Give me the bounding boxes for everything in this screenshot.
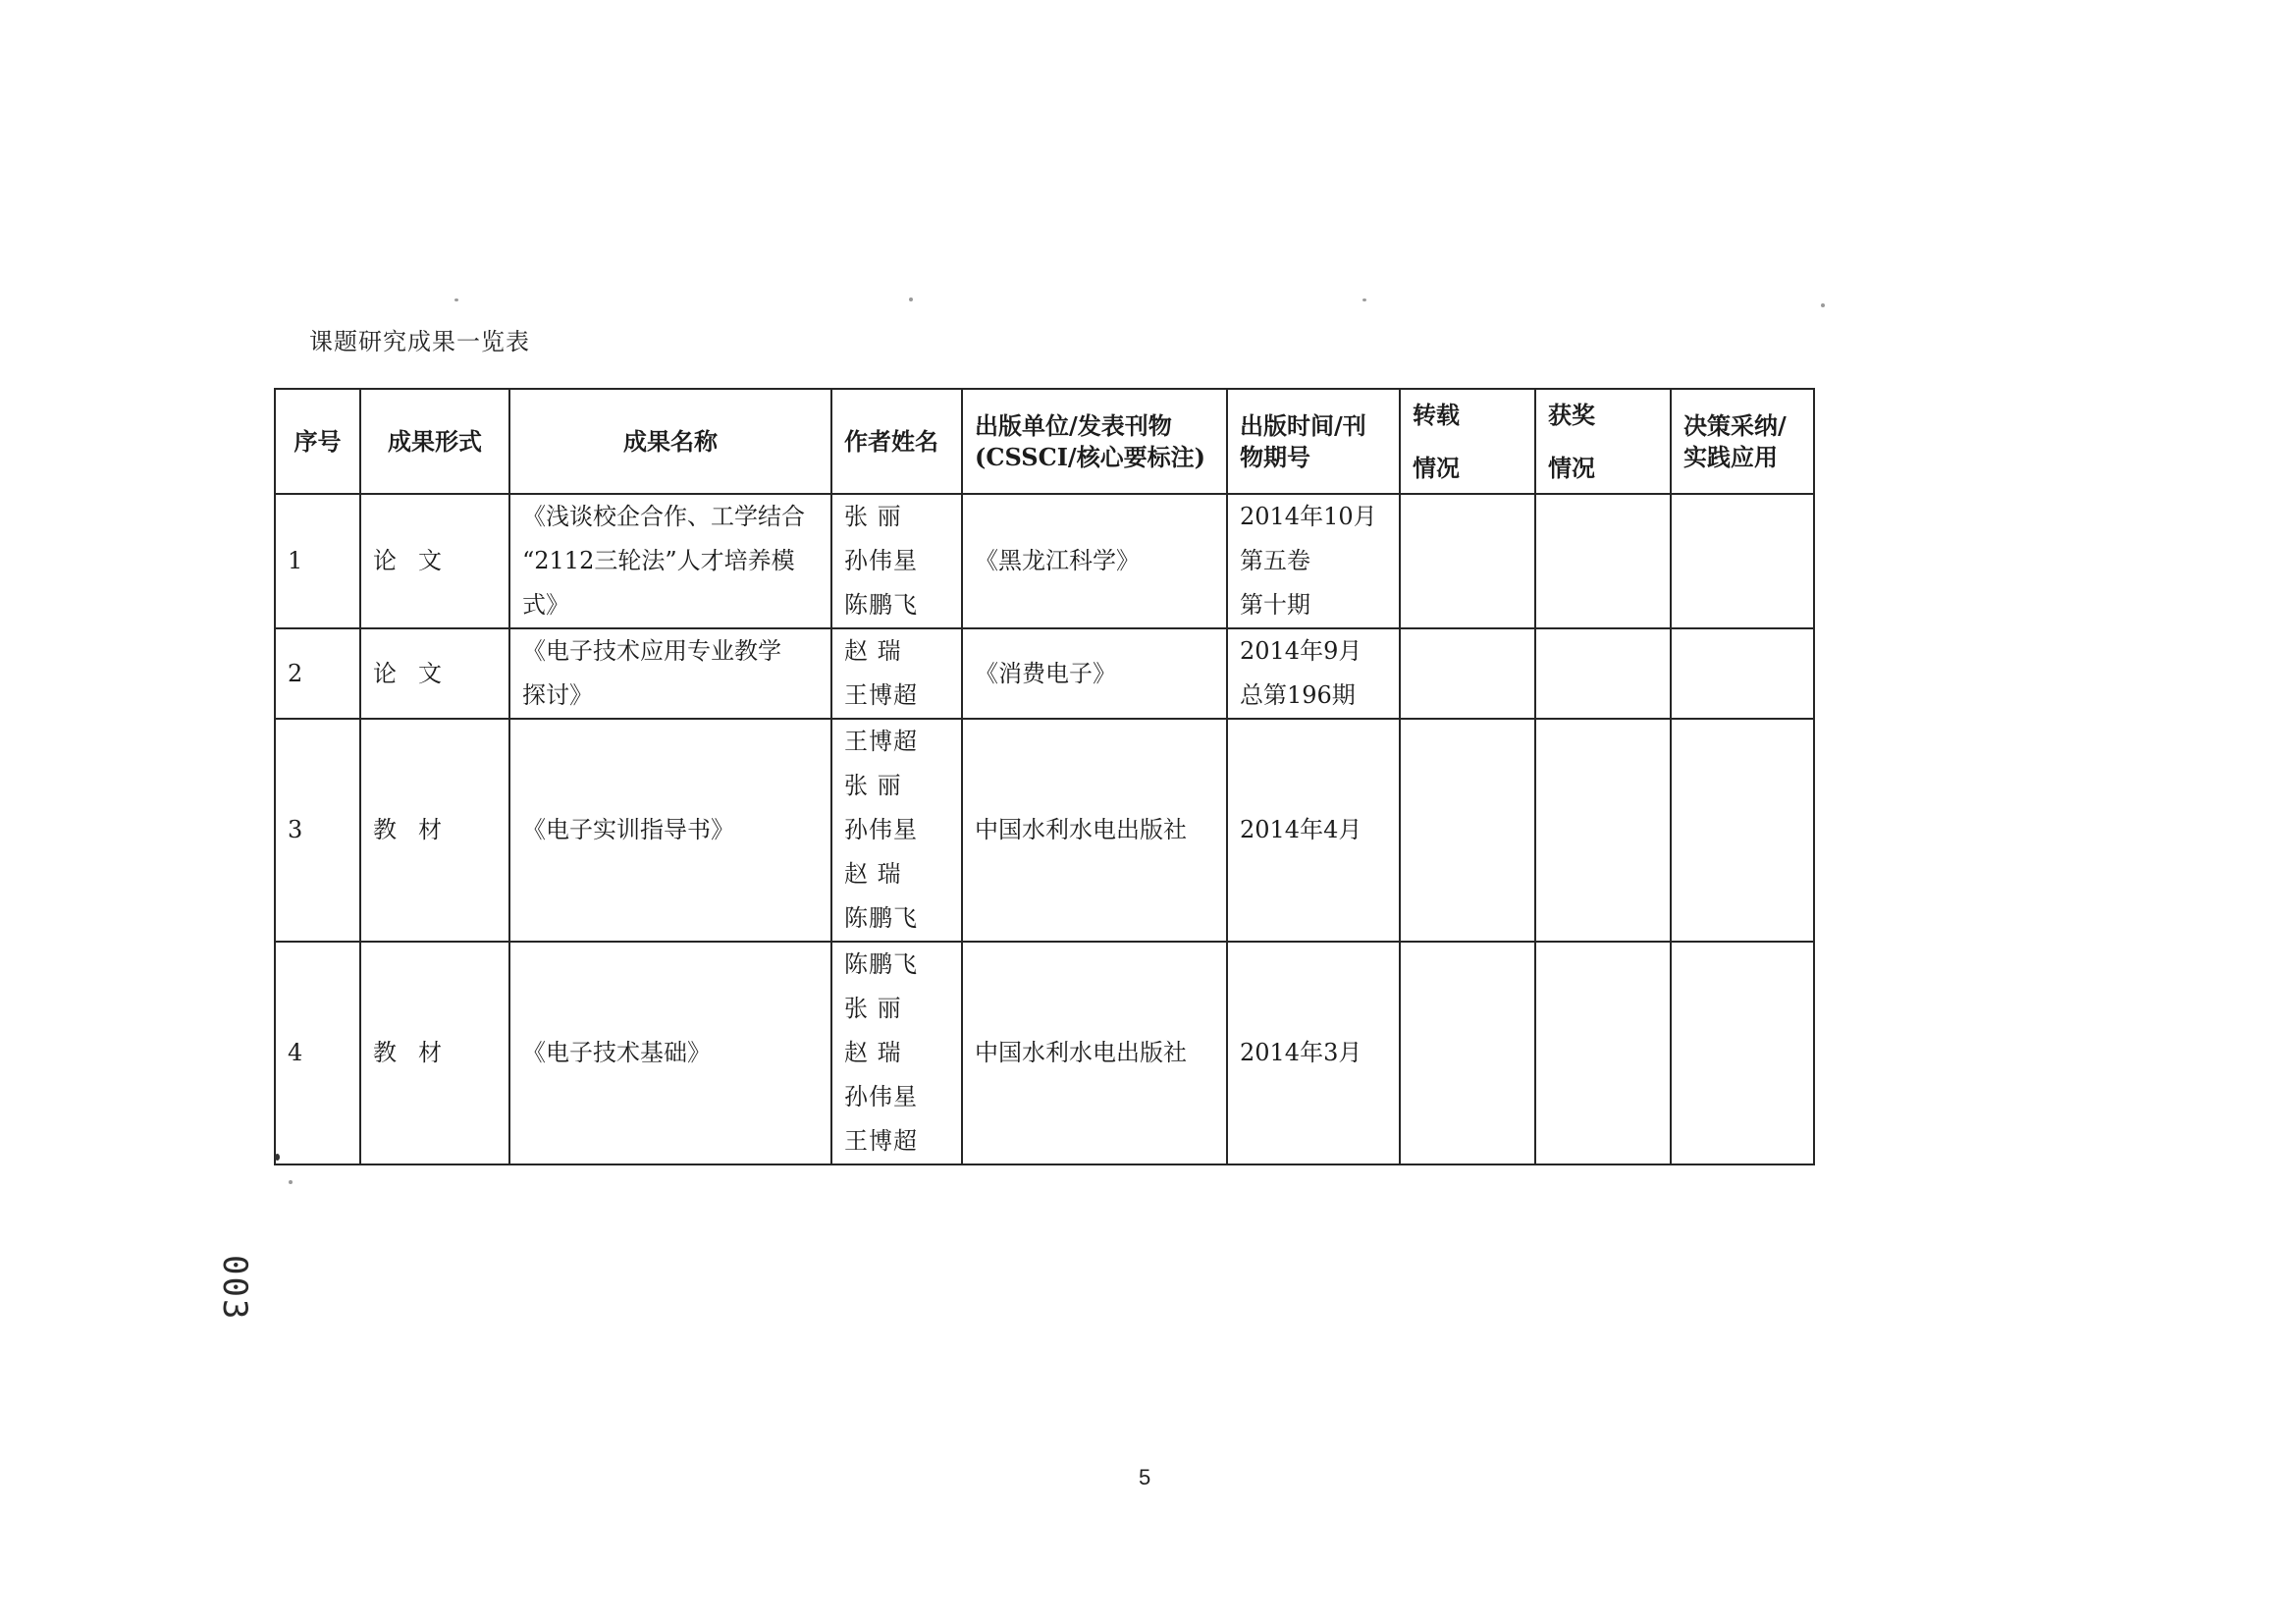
- cell-authors: [831, 494, 962, 628]
- results-table: [274, 388, 1815, 1165]
- cell-form: 论文: [360, 628, 509, 719]
- author-name: 孙伟星: [844, 1083, 918, 1110]
- table-row: [275, 719, 1814, 942]
- date-line: 总第196期: [1240, 681, 1356, 709]
- name-line: 式》: [522, 591, 569, 619]
- cell-date: [1227, 719, 1400, 942]
- cell-award: [1535, 719, 1671, 942]
- cell-name: [509, 628, 831, 719]
- header-reprint: [1400, 389, 1535, 494]
- date-line: 2014年4月: [1240, 816, 1362, 843]
- author-name: 陈鹏飞: [844, 950, 918, 978]
- cell-adoption: [1671, 628, 1814, 719]
- author-name: 张 丽: [844, 772, 902, 799]
- cell-reprint: [1400, 942, 1535, 1164]
- cell-form: 教材: [360, 942, 509, 1164]
- name-line: 《电子技术应用专业教学: [522, 637, 781, 665]
- name-line: 探讨》: [522, 681, 593, 709]
- cell-form: 论文: [360, 494, 509, 628]
- cell-adoption: [1671, 494, 1814, 628]
- date-line: 2014年9月: [1240, 637, 1362, 665]
- scan-speck: [1362, 298, 1366, 301]
- cell-no: 4: [275, 942, 360, 1164]
- cell-no: 3: [275, 719, 360, 942]
- date-line: 2014年10月: [1240, 503, 1377, 530]
- header-adoption-line: 实践应用: [1683, 442, 1778, 471]
- author-name: 陈鹏飞: [844, 904, 918, 932]
- author-name: 赵 瑞: [844, 1039, 902, 1066]
- name-line: 《电子实训指导书》: [522, 816, 734, 843]
- cell-authors: [831, 719, 962, 942]
- author-name: 王博超: [844, 681, 918, 709]
- header-authors: 作者姓名: [831, 389, 962, 494]
- header-reprint-line: 转载: [1413, 400, 1460, 429]
- header-award: [1535, 389, 1671, 494]
- cell-publisher: 中国水利水电出版社: [962, 719, 1227, 942]
- table-row: [275, 942, 1814, 1164]
- cell-form: 教材: [360, 719, 509, 942]
- date-line: 2014年3月: [1240, 1039, 1362, 1066]
- cell-publisher: 中国水利水电出版社: [962, 942, 1227, 1164]
- author-name: 王博超: [844, 1127, 918, 1155]
- scan-speck: [1821, 303, 1825, 307]
- scan-speck: [909, 298, 913, 301]
- scan-speck: [454, 298, 458, 301]
- cell-authors: [831, 628, 962, 719]
- cell-adoption: [1671, 942, 1814, 1164]
- name-line: “2112三轮法”人才培养模: [522, 547, 795, 574]
- header-form: 成果形式: [360, 389, 509, 494]
- header-award-line: 获奖: [1548, 400, 1595, 429]
- header-adoption-line: 决策采纳/: [1683, 410, 1787, 440]
- cell-no: 2: [275, 628, 360, 719]
- cell-publisher: 《黑龙江科学》: [962, 494, 1227, 628]
- scan-speck: [275, 1154, 280, 1161]
- header-date: 出版时间/刊物期号: [1227, 389, 1400, 494]
- cell-name: [509, 494, 831, 628]
- cell-no: 1: [275, 494, 360, 628]
- cell-date: [1227, 628, 1400, 719]
- scan-speck: [289, 1180, 293, 1184]
- cell-name: [509, 942, 831, 1164]
- page-number: 5: [1139, 1465, 1151, 1489]
- name-line: 《浅谈校企合作、工学结合: [522, 503, 805, 530]
- author-name: 张 丽: [844, 503, 902, 530]
- author-name: 赵 瑞: [844, 860, 902, 888]
- header-name: 成果名称: [509, 389, 831, 494]
- header-reprint-line: 情况: [1413, 453, 1460, 482]
- cell-date: [1227, 494, 1400, 628]
- author-name: 张 丽: [844, 995, 902, 1022]
- author-name: 孙伟星: [844, 816, 918, 843]
- cell-publisher: 《消费电子》: [962, 628, 1227, 719]
- cell-award: [1535, 942, 1671, 1164]
- author-name: 王博超: [844, 728, 918, 755]
- table-header-row: [275, 389, 1814, 494]
- cell-award: [1535, 628, 1671, 719]
- header-award-line: 情况: [1548, 453, 1595, 482]
- date-line: 第十期: [1240, 591, 1310, 619]
- date-line: 第五卷: [1240, 547, 1310, 574]
- margin-stamp: 003: [215, 1255, 254, 1322]
- cell-reprint: [1400, 494, 1535, 628]
- table-row: [275, 494, 1814, 628]
- header-publisher: 出版单位/发表刊物(CSSCI/核心要标注): [962, 389, 1227, 494]
- header-no: 序号: [275, 389, 360, 494]
- header-adoption: [1671, 389, 1814, 494]
- cell-date: [1227, 942, 1400, 1164]
- author-name: 赵 瑞: [844, 637, 902, 665]
- cell-reprint: [1400, 628, 1535, 719]
- name-line: 《电子技术基础》: [522, 1039, 711, 1066]
- author-name: 陈鹏飞: [844, 591, 918, 619]
- cell-adoption: [1671, 719, 1814, 942]
- table-row: [275, 628, 1814, 719]
- cell-name: [509, 719, 831, 942]
- page-title: 课题研究成果一览表: [309, 328, 530, 355]
- cell-award: [1535, 494, 1671, 628]
- cell-reprint: [1400, 719, 1535, 942]
- author-name: 孙伟星: [844, 547, 918, 574]
- cell-authors: [831, 942, 962, 1164]
